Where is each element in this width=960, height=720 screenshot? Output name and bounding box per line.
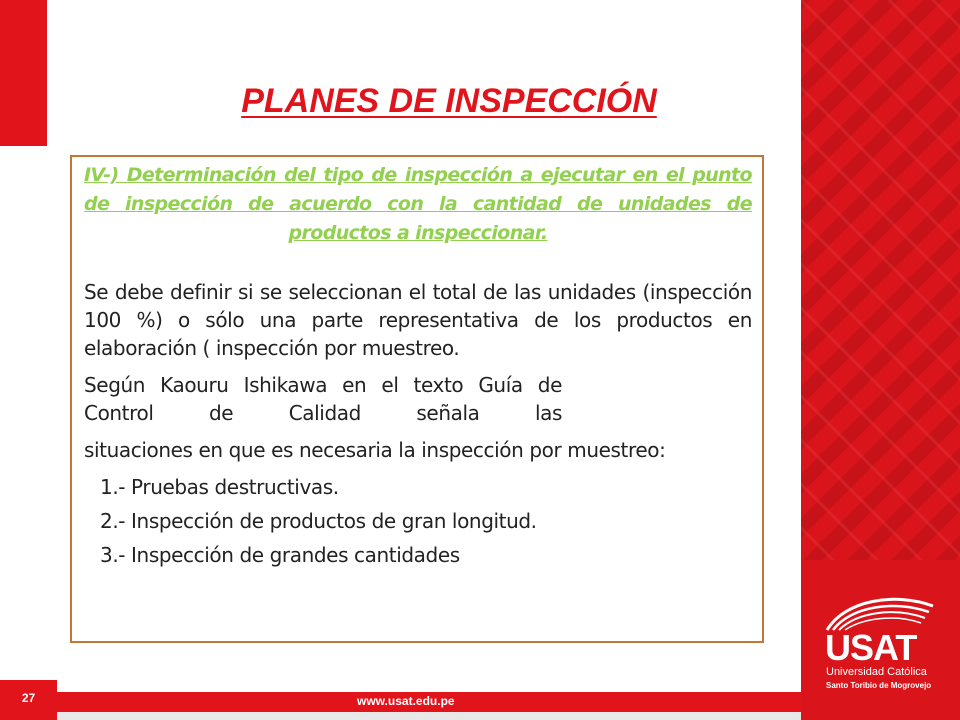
content-box: [70, 155, 764, 643]
paragraph-3: situaciones en que es necesaria la inspección por muestreo:: [84, 438, 666, 462]
footer-url-link[interactable]: www.usat.edu.pe: [357, 694, 455, 708]
logo-university-subtitle: Santo Toribio de Mogrovejo: [826, 681, 932, 690]
left-accent-bar: [0, 0, 47, 146]
section-subtitle: IV-) Determinación del tipo de inspección a ejecutar en el punto de inspección de acuerdo con la cantidad de unidades de productos a inspeccionar.: [84, 164, 752, 244]
list-item: 3.- Inspección de grandes cantidades: [100, 543, 460, 567]
logo-university-name: Universidad Católica: [826, 666, 927, 678]
slide-title: PLANES DE INSPECCIÓN: [241, 82, 657, 120]
usat-logo: [825, 592, 945, 692]
logo-wordmark: USAT: [825, 627, 917, 668]
footer-strip: [57, 712, 801, 720]
list-item: 2.- Inspección de productos de gran longitud.: [100, 509, 537, 533]
logo-arc-icon: [825, 592, 935, 632]
list-item: 1.- Pruebas destructivas.: [100, 475, 339, 499]
paragraph-2: Según Kaouru Ishikawa en el texto Guía de Control de Calidad señala las: [84, 373, 562, 425]
page-number: 27: [0, 680, 57, 720]
paragraph-1: Se debe definir si se seleccionan el total de las unidades (inspección 100 %) o sólo una parte representativa de los productos en elaboración ( inspección por muestreo.: [84, 280, 752, 360]
